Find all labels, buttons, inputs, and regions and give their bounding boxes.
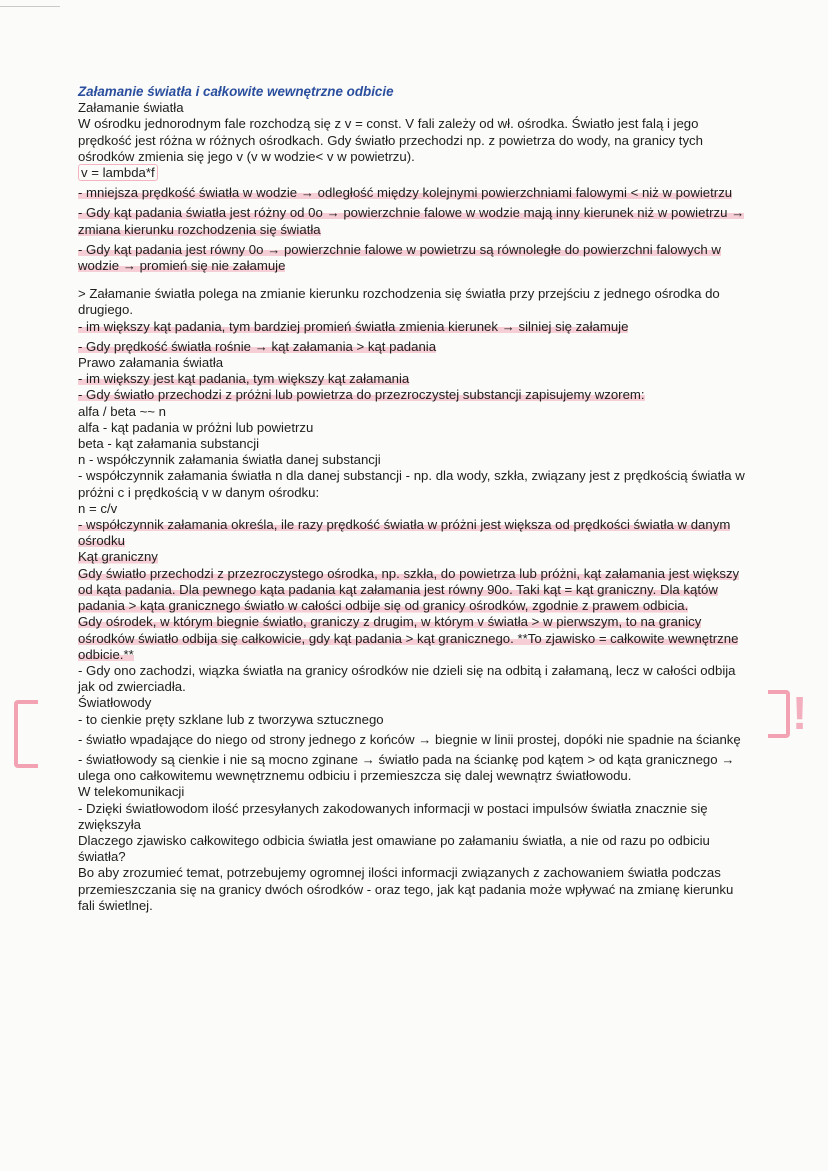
question: Dlaczego zjawisko całkowitego odbicia światła jest omawiane po załamaniu światła, a nie od razu po odbiciu światła? bbox=[78, 832, 710, 865]
notes-content bbox=[78, 84, 746, 914]
definition-n: n - współczynnik załamania światła danej substancji bbox=[78, 452, 381, 468]
formula-snell: alfa / beta ~~ n bbox=[78, 403, 166, 419]
definition-refraction: > Załamanie światła polega na zmianie kierunku rozchodzenia się światła przy przejściu z jednego ośrodka do drugiego. bbox=[78, 286, 720, 318]
subheading-critical-angle: Kąt graniczny bbox=[78, 549, 158, 565]
subheading-law: Prawo załamania światła bbox=[78, 355, 224, 371]
note-line: - współczynnik załamania określa, ile razy prędkość światła w próżni jest większa od prędkości światła w danym ośrodku bbox=[78, 517, 731, 549]
formula-wave: v = lambda*f bbox=[78, 165, 746, 181]
note-line: - Dzięki światłowodom ilość przesyłanych zakodowanych informacji w postaci impulsów światła znacznie się zwiększyła bbox=[78, 800, 708, 832]
scan-edge-line bbox=[0, 6, 60, 7]
subheading-refraction: Załamanie światła bbox=[78, 100, 184, 116]
paragraph-intro: W ośrodku jednorodnym fale rozchodzą się z v = const. V fali zależy od wł. ośrodka. Światło jest falą i jego prędkość jest różna w różnych ośrodkach. Gdy światło przechodzi np. z powietrza do wody, na granicy tych ośrodków zmienia się jego v (v w wodzie< v w powietrzu). bbox=[78, 116, 703, 164]
note-line: - Gdy światło przechodzi z próżni lub powietrza do przezroczystej substancji zapisujemy wzorem: bbox=[78, 387, 645, 403]
note-line: - im większy jest kąt padania, tym większy kąt załamania bbox=[78, 371, 410, 387]
definition-beta: beta - kąt załamania substancji bbox=[78, 436, 260, 452]
page-title: Załamanie światła i całkowite wewnętrzne odbicie bbox=[78, 84, 394, 99]
note-line: - im większy kąt padania, tym bardziej promień światła zmienia kierunek → silniej się załamuje bbox=[78, 318, 629, 334]
note-line: - Gdy kąt padania światła jest różny od 0o → powierzchnie falowe w wodzie mają inny kierunek niż w powietrzu → zmiana kierunku rozchodzenia się światła bbox=[78, 205, 745, 237]
note-line: - Gdy kąt padania jest równy 0o → powierzchnie falowe w powietrzu są równoległe do powierzchni falowych w wodzie → promień się nie załamuje bbox=[78, 241, 721, 274]
note-line: - światłowody są cienkie i nie są mocno zginane → światło pada na ściankę pod kątem > od kąta granicznego → ulega ono całkowitemu wewnętrznemu odbiciu i przemieszcza się dalej wewnątrz światłowodu. bbox=[78, 751, 735, 784]
note-line: - światło wpadające do niego od strony jednego z końców → biegnie w linii prostej, dopóki nie spadnie na ściankę bbox=[78, 731, 741, 747]
exclamation-mark-icon: ! bbox=[792, 687, 808, 739]
highlight-bracket-left bbox=[14, 700, 38, 768]
note-line: - to cienkie pręty szklane lub z tworzywa sztucznego bbox=[78, 711, 384, 727]
note-line: - Gdy ono zachodzi, wiązka światła na granicy ośrodków nie dzieli się na odbitą i załamaną, lecz w całości odbija jak od zwierciadła. bbox=[78, 662, 736, 695]
note-line: - mniejsza prędkość światła w wodzie → odległość między kolejnymi powierzchniami falowymi < niż w powietrzu bbox=[78, 185, 733, 201]
highlight-bracket-right bbox=[768, 690, 790, 738]
definition-alfa: alfa - kąt padania w próżni lub powietrzu bbox=[78, 419, 314, 435]
note-line: - Gdy prędkość światła rośnie → kąt załamania > kąt padania bbox=[78, 338, 437, 354]
paragraph-total-reflection: Gdy ośrodek, w którym biegnie światło, graniczy z drugim, w którym v światła > w pierwszym, to na granicy ośrodków światło odbija się całkowicie, gdy kąt padania > kąt granicznego. **To zjawisko = całkowite wewnętrzne odbicie.** bbox=[78, 614, 739, 662]
answer: Bo aby zrozumieć temat, potrzebujemy ogromnej ilości informacji związanych z zachowaniem światła podczas przemieszczania się na granicy dwóch ośrodków - oraz tego, jak kąt padania może wpływać na zmianę kierunku fali świetlnej. bbox=[78, 865, 734, 913]
paragraph-critical-angle: Gdy światło przechodzi z przezroczystego ośrodka, np. szkła, do powietrza lub próżni, kąt załamania jest większy od kąta padania. Dla pewnego kąta padania kąt załamania jest równy 90o. Taki kąt = kąt graniczny. Dla kątów padania > kąta granicznego światło w całości odbije się od granicy ośrodków, zgodnie z prawem odbicia. bbox=[78, 565, 740, 614]
subheading-telecom: W telekomunikacji bbox=[78, 784, 185, 800]
formula-n: n = c/v bbox=[78, 500, 118, 516]
note-line: - współczynnik załamania światła n dla danej substancji - np. dla wody, szkła, związany jest z prędkością światła w próżni c i prędkością v w danym ośrodku: bbox=[78, 468, 745, 500]
subheading-fiber: Światłowody bbox=[78, 695, 152, 711]
